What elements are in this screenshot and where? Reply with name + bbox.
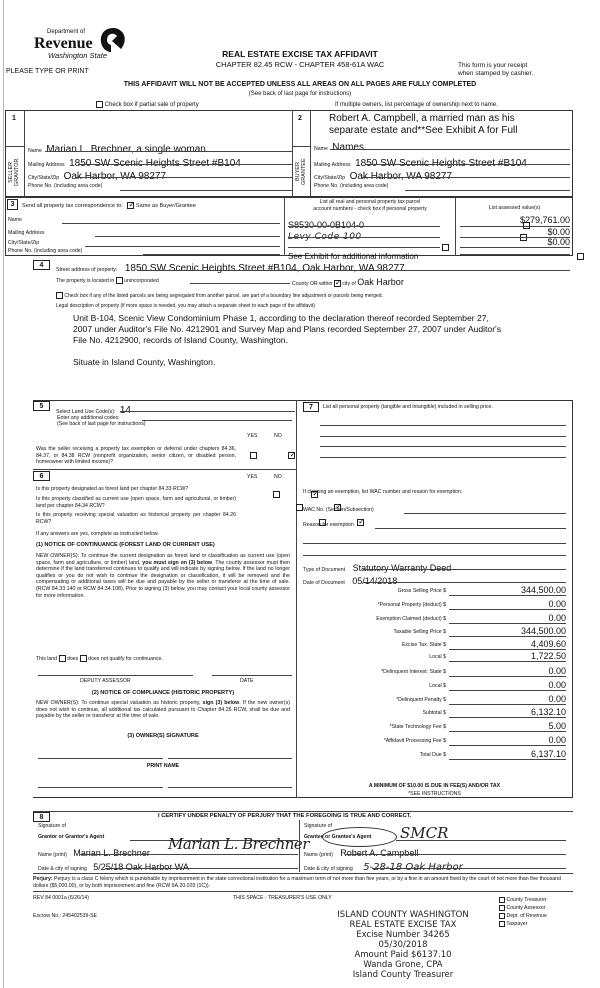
- exemption-question: Was the seller receiving a property tax exemption or deferral under chapters 84.36, 84.37, or 84.38 RCW (nonprofit organization, senior citizen, or disabled person, homeowner with limited income)?: [36, 446, 236, 465]
- seller-grantor-label: SELLER GRANTOR: [8, 158, 20, 186]
- seller-address-value: 1850 SW Scenic Heights Street #B104: [69, 158, 241, 169]
- land-use-label: Select Land Use Code(s):: [56, 409, 116, 415]
- stamp-treasurer-name: Wanda Grone, CPA: [363, 960, 443, 970]
- reason-field-3[interactable]: [303, 555, 566, 556]
- amount-value: 344,500.00: [449, 585, 566, 596]
- corr-name-field[interactable]: [62, 223, 280, 224]
- additional-codes-label-group: [57, 415, 146, 427]
- amount-label: *Personal Property (deduct) $: [377, 601, 446, 608]
- located-in-label: The property is located in: [56, 277, 115, 284]
- street-label: Street address of property:: [56, 267, 118, 273]
- historical-no-checkbox[interactable]: [357, 519, 364, 526]
- seller-phone-field[interactable]: [120, 190, 293, 191]
- amount-value: 0.00: [449, 599, 566, 610]
- corr-phone-label: Phone No. (including area code): [8, 248, 83, 254]
- copy-label: County Treasurer: [506, 897, 547, 903]
- exemption-claim-label: If claiming an exemption, list WAC number and reason for exemption:: [303, 489, 463, 495]
- owner-signature-field-1[interactable]: [38, 758, 163, 759]
- logo-revenue-text: Revenue: [34, 35, 93, 52]
- parcel-header-line2: account numbers - check box if personal property: [313, 205, 427, 212]
- doc-type-label: Type of Document: [303, 567, 346, 573]
- same-as-buyer-label: Same as Buyer/Grantee: [135, 202, 196, 209]
- see-exhibit-label: See Exhibit for additional information: [288, 252, 419, 261]
- personal-property-line[interactable]: [320, 436, 566, 437]
- seller-name-label: Name: [28, 148, 42, 154]
- notice-continuance-title: (1) NOTICE OF CONTINUANCE (FOREST LAND OR CURRENT USE): [36, 542, 215, 548]
- dor-swirl-icon: [99, 27, 127, 53]
- personal-property-line[interactable]: [320, 425, 566, 426]
- stamp-line: REAL ESTATE EXCISE TAX: [349, 920, 457, 930]
- warning-banner: THIS AFFIDAVIT WILL NOT BE ACCEPTED UNLESS ALL AREAS ON ALL PAGES ARE FULLY COMPLETED: [123, 81, 477, 88]
- amount-value: 1,722.50: [449, 651, 566, 662]
- street-value: 1850 SW Scenic Heights Street #B104, Oak Harbor, WA 98277: [124, 263, 405, 274]
- does-checkbox[interactable]: [59, 655, 66, 662]
- same-as-buyer-checkbox[interactable]: [127, 202, 134, 209]
- amount-label: Local $: [429, 682, 446, 689]
- amount-row[interactable]: [303, 651, 569, 665]
- reason-field-2[interactable]: [303, 543, 566, 544]
- copy-label: Taxpayer: [506, 921, 528, 927]
- copy-checkbox[interactable]: [499, 897, 505, 903]
- corr-city-label: City/State/Zip: [8, 240, 40, 246]
- assessed-value: $279,761.00: [519, 215, 570, 225]
- amount-label: *State Technology Fee $: [389, 724, 446, 731]
- treasurer-use-label: THIS SPACE - TREASURER'S USE ONLY: [233, 895, 332, 901]
- print-name-label: PRINT NAME: [146, 763, 180, 769]
- legal-description: [73, 313, 573, 368]
- notice-continuance-text: [36, 553, 290, 599]
- grantee-signature-of-label: Signature of: [304, 823, 332, 829]
- amount-row[interactable]: [303, 693, 569, 707]
- amount-value: 344,500.00: [449, 626, 566, 637]
- grantor-date-value: 5/25/18 Oak Harbor WA: [93, 862, 189, 872]
- owner-print-name-field-1[interactable]: [38, 787, 163, 788]
- corr-address-field[interactable]: [95, 236, 280, 237]
- grantor-date-label: Date & city of signing: [38, 866, 87, 872]
- amount-label: *Affidavit Processing Fee $: [383, 737, 446, 744]
- does-not-checkbox[interactable]: [80, 655, 87, 662]
- assessed-header: List assessed value(s): [488, 205, 541, 211]
- street-address-field[interactable]: [56, 258, 405, 276]
- amount-value: 0.00: [449, 666, 566, 677]
- owner-signature-field-2[interactable]: [168, 758, 292, 759]
- unincorporated-checkbox[interactable]: [116, 277, 123, 284]
- buyer-name-label: Name: [314, 146, 328, 152]
- grantor-signature: Marian L. Brechner: [168, 835, 309, 853]
- current-use-question: Is this property classified as current use (open space, farm and agricultural, or timber) land per chapter 84.34 RCW?: [36, 496, 236, 509]
- notice-compliance-text: [36, 700, 290, 720]
- logo-dept-text: Department of: [47, 29, 86, 35]
- current-use-yes-checkbox[interactable]: [296, 504, 303, 511]
- does-not-label: does not qualify for continuance.: [88, 655, 163, 662]
- seller-name-value: Marian L. Brechner, a single woman: [46, 144, 206, 155]
- section-4-number: 4: [33, 260, 50, 270]
- amount-value: 5.00: [449, 721, 566, 732]
- grantee-date-label: Date & city of signing: [304, 866, 353, 872]
- amount-label: Gross Selling Price $: [397, 588, 446, 594]
- amount-label: Subtotal $: [422, 710, 446, 717]
- historical-question: Is this property receiving special valuation as historical property per chapter 84.26 RCW?: [36, 512, 236, 525]
- amount-value: 0.00: [449, 735, 566, 746]
- stamp-excise-number: Excise Number 34265: [356, 930, 450, 940]
- copy-label: Dept. of Revenue: [506, 913, 547, 919]
- owner-print-name-field-2[interactable]: [168, 787, 292, 788]
- buyer-city-label: City/State/Zip: [314, 175, 346, 181]
- segregated-label: Check box if any of the listed parcels are being segregated from another parcel, are part of a boundary line adjustment or parcels being merged.: [64, 292, 383, 299]
- additional-codes-note: (See back of last page for instructions): [57, 421, 146, 427]
- amount-row[interactable]: [303, 665, 569, 679]
- corr-phone-field[interactable]: [143, 254, 280, 255]
- segregated-row: [56, 292, 383, 299]
- personal-property-line[interactable]: [320, 457, 566, 458]
- see-back-note: (See back of last page for instructions): [248, 91, 352, 97]
- escrow-number: Escrow No.: 245402539-SE: [33, 913, 98, 919]
- section-3-number: 3: [7, 199, 18, 210]
- forest-yes-checkbox[interactable]: [273, 491, 280, 498]
- grantee-agent-label: Grantee or Grantee's Agent: [304, 834, 372, 840]
- amount-value: 0.00: [449, 694, 566, 705]
- parcel-account-handwritten: Levy Code 100: [288, 232, 362, 242]
- copy-checkbox[interactable]: [499, 921, 505, 927]
- treasurer-stamp: [318, 910, 488, 980]
- parcel-header-line1: List all real and personal property tax parcel: [319, 199, 421, 205]
- buyer-name-line2: separate estate and**See Exhibit A for Full: [329, 125, 518, 136]
- county-or-within-label: County OR within: [292, 281, 333, 287]
- if-yes-note: If any answers are yes, complete as instructed below.: [36, 531, 159, 537]
- perjury-bold: Perjury:: [33, 876, 53, 882]
- no-header: NO: [274, 474, 282, 480]
- land-use-code: 14: [119, 405, 131, 416]
- section-7-number: 7: [303, 402, 319, 412]
- notice2-text-a: NEW OWNER(S): To continue special valuation as historic property,: [36, 700, 203, 706]
- amount-label: Excise Tax: State $: [401, 642, 446, 649]
- please-type-text: PLEASE TYPE OR PRINT: [6, 68, 89, 75]
- personal-property-label: List all personal property (tangible and intangible) included in selling price.: [323, 404, 493, 410]
- correspondence-header: [22, 202, 196, 209]
- assessed-value: $0.00: [547, 237, 570, 247]
- buyer-city-field[interactable]: [314, 166, 452, 184]
- copy-label: County Assessor: [506, 905, 546, 911]
- city-checkbox[interactable]: [334, 280, 341, 287]
- segregated-checkbox[interactable]: [56, 292, 63, 299]
- copy-item[interactable]: [499, 896, 547, 904]
- corr-address-label: Mailing Address: [8, 230, 45, 236]
- grantee-name-value: Robert A. Campbell: [340, 848, 419, 858]
- seller-city-value: Oak Harbor, WA 98277: [63, 171, 167, 182]
- seller-city-field[interactable]: [28, 166, 290, 184]
- section-8-number: 8: [33, 812, 50, 822]
- stamp-line: ISLAND COUNTY WASHINGTON: [337, 910, 469, 920]
- wac-field[interactable]: [404, 513, 566, 514]
- buyer-phone-field[interactable]: [405, 190, 570, 191]
- unincorporated-label: unincorporated: [124, 277, 159, 284]
- perjury-notice: [33, 876, 573, 889]
- copy-checkbox[interactable]: [499, 905, 505, 911]
- legal-description-label: Legal description of property (if more space is needed, you may attach a separate sheet to each page of the affidavit): [56, 303, 315, 309]
- perjury-text: Perjury is a class C felony which is punishable by imprisonment in the state correctional institution for a maximum term of not more than five years, or by a fine in an amount fixed by the court of not more than five thousand dollars ($5,000.00), or by both imprisonment and fine (RCW 9A.20.020 (1C)).: [33, 876, 561, 889]
- seller-address-label: Mailing Address: [28, 162, 65, 168]
- rev-number: REV 84 0001a (6/26/14): [33, 895, 89, 901]
- additional-codes-label: Enter any additional codes:: [57, 415, 120, 421]
- amount-row[interactable]: [303, 612, 569, 626]
- doc-type-value: Statutory Warranty Deed: [352, 563, 452, 573]
- buyer-address-label: Mailing Address: [314, 162, 351, 168]
- yes-header: YES: [247, 433, 258, 439]
- amount-label: *Delinquent Penalty $: [396, 696, 446, 703]
- notice1-bold: you must sign on (3) below: [142, 559, 213, 566]
- amount-row[interactable]: [303, 720, 569, 734]
- grantee-date-value: 5-28-18 Oak Harbor: [363, 862, 463, 873]
- exemption-yes-checkbox[interactable]: [250, 452, 257, 459]
- legal-line: 2007 under Auditor's File No. 4212901 and Survey Map and Plans recorded September 27, 2007 under Auditor's: [73, 324, 501, 334]
- buyer-city-value: Oak Harbor, WA 98277: [349, 171, 453, 182]
- amounts-list: [303, 584, 569, 762]
- reason-label: Reason for exemption: [303, 522, 354, 528]
- amount-value: 6,137.10: [449, 749, 566, 760]
- multiple-owners-note: If multiple owners, list percentage of ownership next to name.: [335, 102, 498, 108]
- amount-label: Exemption Claimed (deduct) $: [376, 615, 446, 622]
- grantee-signature-field[interactable]: [396, 840, 566, 841]
- additional-codes-field[interactable]: [142, 420, 292, 421]
- amount-value: 0.00: [449, 613, 566, 624]
- receipt-note-2: when stamped by cashier.: [458, 70, 534, 77]
- section-5-number: 5: [33, 401, 50, 411]
- amount-value: 0.00: [449, 680, 566, 691]
- deputy-assessor-label: DEPUTY ASSESSOR: [80, 678, 131, 684]
- county-field[interactable]: [190, 283, 290, 284]
- amount-row[interactable]: [303, 598, 569, 612]
- stamp-amount-paid: Amount Paid $6137.10: [354, 950, 452, 960]
- assessed-value: $0.00: [547, 227, 570, 237]
- amount-row[interactable]: [303, 679, 569, 693]
- section-6-number: 6: [33, 471, 50, 481]
- amount-row[interactable]: [303, 706, 569, 720]
- exemption-no-checkbox[interactable]: [288, 452, 295, 459]
- copy-item[interactable]: [499, 912, 547, 920]
- grantor-name-label: Name (print): [38, 852, 67, 858]
- legal-line: Situate in Island County, Washington.: [73, 357, 216, 367]
- city-value: Oak Harbor: [357, 277, 404, 287]
- grantee-name-label: Name (print): [304, 852, 333, 858]
- section-2-number: 2: [298, 115, 302, 122]
- notice2-text-b: . If the new owner(s) does not wish to continue, all additional tax calculated pursuant to Chapter 84.26 RCW, shall be due and payable by the seller or transferor at the time of sale.: [36, 700, 290, 720]
- scan-edge: [3, 0, 4, 988]
- amount-row-total[interactable]: [303, 748, 569, 762]
- grantee-signature: SMCR: [400, 824, 449, 842]
- personal-property-line[interactable]: [320, 446, 566, 447]
- correspondence-label: Send all property tax correspondence to:: [22, 202, 123, 209]
- corr-city-field[interactable]: [85, 246, 280, 247]
- notice2-bold: sign (3) below: [202, 700, 240, 706]
- yes-header: YES: [247, 474, 258, 480]
- forest-land-question: Is this property designated as forest land per chapter 84.33 RCW?: [36, 486, 189, 492]
- copy-item[interactable]: [499, 904, 547, 912]
- assessor-date-field[interactable]: [212, 675, 292, 676]
- seller-city-label: City/State/Zip: [28, 175, 60, 181]
- buyer-phone-label: Phone No. (including area code): [314, 183, 389, 189]
- parcel-account: S8530-00-0B104-0: [288, 220, 365, 230]
- logo-state-text: Washington State: [48, 51, 108, 60]
- copy-checkbox[interactable]: [499, 913, 505, 919]
- amount-label: Local $: [429, 654, 446, 661]
- amount-row[interactable]: [303, 734, 569, 748]
- no-header: NO: [274, 433, 282, 439]
- grantor-agent-label: Grantor or Grantor's Agent: [38, 834, 105, 840]
- this-land-label: This land: [36, 655, 58, 662]
- notice1-text-b: . The county assessor must then determine if the land transferred continues to qualify and will indicate by signing below. If the land no longer qualifies or you do not wish to continue the designation or classification, it will be removed and the compensating or additional taxes will be due and payable by the seller or transferor at the time of sale. (RCW 84.33.140 or RCW 84.34.108). Prior to signing (3) below, you may contact your local county assessor for more information.: [36, 559, 290, 599]
- legal-line: Unit B-104, Scenic View Condominium Phase 1, according to the declaration thereof recorded September 27,: [73, 313, 489, 323]
- doc-date-label: Date of Document: [303, 580, 345, 586]
- amount-row[interactable]: [303, 584, 569, 598]
- buyer-name-value: Names: [332, 142, 364, 153]
- reason-field[interactable]: [375, 528, 566, 529]
- partial-sale-label: Check box if partial sale of property: [104, 102, 199, 109]
- certify-statement: I CERTIFY UNDER PENALTY OF PERJURY THAT THE FOREGOING IS TRUE AND CORRECT.: [158, 813, 412, 819]
- deputy-assessor-signature-field[interactable]: [38, 675, 193, 676]
- stamp-date: 05/30/2018: [378, 940, 428, 950]
- grantor-signature-of-label: Signature of: [38, 823, 66, 829]
- stamp-treasurer-title: Island County Treasurer: [352, 970, 454, 980]
- continuance-row: [36, 655, 163, 662]
- doc-date-value: 05/14/2018: [352, 576, 398, 586]
- amount-label: Total Due $: [419, 751, 446, 758]
- amount-label: *Delinquent Interest: State $: [381, 668, 446, 675]
- amount-label: Taxable Selling Price $: [393, 629, 446, 636]
- wac-label: WAC No. (Section/Subsection): [303, 507, 374, 513]
- city-row: [292, 277, 404, 287]
- buyer-name-line1: Robert A. Campbell, a married man as his: [329, 113, 515, 124]
- location-row: [56, 277, 159, 284]
- copy-distribution: [499, 896, 547, 928]
- copy-item[interactable]: [499, 920, 547, 928]
- notice-compliance-title: (2) NOTICE OF COMPLIANCE (HISTORIC PROPERTY): [91, 690, 235, 696]
- buyer-address-value: 1850 SW Scenic Heights Street #B104: [355, 158, 527, 169]
- minimum-due-note: A MINIMUM OF $10.00 IS DUE IN FEE(S) AND/OR TAX: [368, 783, 501, 789]
- parcel-header: [286, 199, 454, 212]
- partial-sale-option[interactable]: [96, 101, 199, 108]
- amount-row[interactable]: [303, 625, 569, 639]
- legal-line: File No. 4212900, records of Island County, Washington.: [73, 335, 288, 345]
- see-instructions-note: *SEE INSTRUCTIONS: [408, 791, 461, 797]
- partial-sale-checkbox[interactable]: [96, 101, 103, 108]
- buyer-grantee-label: BUYER GRANTEE: [295, 158, 307, 186]
- form-title: REAL ESTATE EXCISE TAX AFFIDAVIT: [222, 49, 378, 59]
- notice1-text-a: NEW OWNER(S): To continue the current designation as forest land or classification as current use (open space, farm and agriculture, or timber) land,: [36, 553, 290, 566]
- form-subtitle: CHAPTER 82.45 RCW - CHAPTER 458-61A WAC: [215, 60, 385, 69]
- date-label: DATE: [240, 678, 254, 684]
- see-exhibit-checkbox[interactable]: [577, 253, 584, 260]
- seller-phone-label: Phone No. (including area code): [28, 183, 103, 189]
- owner-signature-title: (3) OWNER(S) SIGNATURE: [127, 733, 199, 739]
- amount-row[interactable]: [303, 639, 569, 651]
- corr-name-label: Name: [8, 217, 22, 223]
- amount-value: 4,409.60: [449, 639, 566, 650]
- grantor-name-value: Marian L. Brechner: [73, 848, 150, 858]
- does-label: does: [66, 655, 79, 662]
- amount-value: 6,132.10: [449, 707, 566, 718]
- section-1-number: 1: [12, 115, 16, 122]
- city-of-label: city of: [342, 281, 356, 287]
- receipt-note: This form is your receipt: [458, 62, 528, 69]
